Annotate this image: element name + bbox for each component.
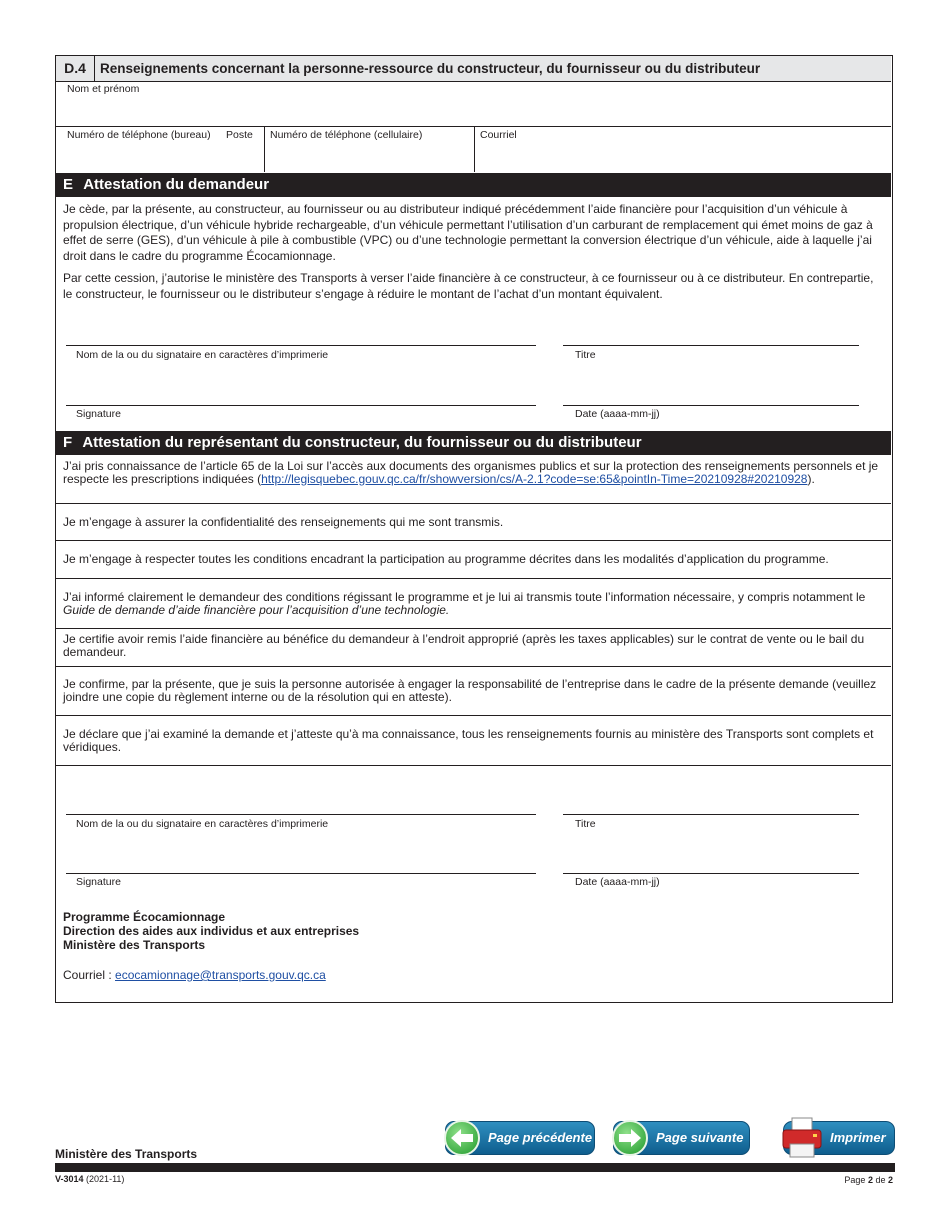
phone-cell-field[interactable] [265, 140, 474, 172]
signature-line[interactable] [66, 873, 536, 874]
statement-1-end: ). [807, 471, 815, 486]
divider [56, 765, 891, 766]
form-code [55, 1174, 124, 1184]
name-field[interactable] [56, 94, 891, 126]
name-field-label: Nom et prénom [67, 83, 140, 95]
law-link[interactable] [261, 472, 807, 486]
statement-1-text: J’ai pris connaissance de l’article 65 de la Loi sur l’accès aux documents des organismes publics et sur la protection des renseignements personnels et je respecte les prescriptions indiquées ( [63, 459, 879, 486]
contact-direction: Direction des aides aux individus et aux entreprises [63, 924, 360, 938]
next-page-button[interactable] [613, 1121, 750, 1155]
section-e-paragraph-2: Par cette cession, j’autorise le ministère des Transports à verser l’aide financière à ce constructeur, à ce fournisseur ou à ce distributeur. En contrepartie, le constructeur, le fournisseur ou le distributeur s’engage à réduire le montant de l’achat d’un montant équivalent. [63, 271, 874, 301]
signatory-name-label: Nom de la ou du signataire en caractères d’imprimerie [76, 818, 329, 830]
page-current: 2 [867, 1175, 873, 1185]
statement-row [56, 628, 891, 667]
law-link-part-1[interactable]: http://legisquebec.gouv.qc.ca/fr/showversion/cs/A-2.1?code=se:65&pointIn- [261, 471, 661, 486]
statement-row [56, 455, 891, 503]
statement-6-text: Je confirme, par la présente, que je suis la personne autorisée à engager la responsabilité de l’entreprise dans le cadre de la présente demande (veuillez joindre une copie du règlement interne ou de la résolution qui en atteste). [63, 677, 877, 704]
footer-ministry: Ministère des Transports [55, 1147, 198, 1161]
date-label: Date (aaaa-mm-jj) [575, 876, 660, 888]
date-line[interactable] [563, 405, 859, 406]
footer-bar [55, 1163, 895, 1172]
left-arrow-icon [444, 1120, 480, 1156]
section-d4-header [56, 56, 891, 82]
title-label: Titre [575, 818, 596, 830]
section-d4-title: Renseignements concernant la personne-ressource du constructeur, du fournisseur ou du distributeur [100, 61, 761, 76]
form-code-date: (2021-11) [86, 1174, 125, 1184]
right-arrow-icon [614, 1122, 646, 1154]
left-arrow-icon [446, 1122, 478, 1154]
statement-7-text: Je déclare que j’ai examiné la demande et j’atteste qu’à ma connaissance, tous les renseignements fournis au ministère des Transports sont complets et véridiques. [63, 727, 874, 754]
form-page [55, 55, 893, 1003]
statement-row [56, 715, 891, 766]
signature-label: Signature [76, 876, 121, 888]
statement-row [56, 578, 891, 629]
page-prefix: Page [844, 1175, 868, 1185]
date-label: Date (aaaa-mm-jj) [575, 408, 660, 420]
next-page-label: Page suivante [656, 1130, 744, 1145]
section-e-paragraph-1: Je cède, par la présente, au constructeur, au fournisseur ou au distributeur indiqué précédemment l’aide financière pour l’acquisition d’un véhicule à propulsion électrique, d’un véhicule hybride rechargeable, d’un véhicule permettant l’utilisation d’un carburant de remplacement qui émet moins de gaz à effet de serre (GES), d’un véhicule à pile à combustible (VPC) ou d’une technologie permettant la conversion électrique d’un véhicule, aide à laquelle j’ai droit dans le cadre du programme Écocamionnage. [63, 202, 873, 263]
section-e-header [56, 173, 891, 197]
title-label: Titre [575, 349, 596, 361]
printer-icon [780, 1116, 826, 1160]
right-arrow-icon [612, 1120, 648, 1156]
statement-text [63, 460, 885, 485]
email-field[interactable] [475, 140, 891, 172]
signature-line[interactable] [66, 405, 536, 406]
print-button[interactable] [783, 1121, 895, 1155]
statement-5-text: Je certifie avoir remis l’aide financière au bénéfice du demandeur à l’endroit approprié (après les taxes applicables) sur le contrat de vente ou le bail du demandeur. [63, 632, 865, 659]
previous-page-button[interactable] [445, 1121, 595, 1155]
contact-block [63, 910, 359, 952]
date-line[interactable] [563, 873, 859, 874]
guide-title: Guide de demande d’aide financière pour l’acquisition d’une technologie. [63, 602, 450, 617]
statement-row [56, 666, 891, 716]
contact-program: Programme Écocamionnage [63, 910, 226, 924]
statement-4-lead: J’ai informé clairement le demandeur des conditions régissant le programme et je lui ai transmis toute l’information nécessaire, y compris notamment le [63, 590, 866, 604]
statement-row [56, 503, 891, 541]
section-d4-code: D.4 [56, 56, 95, 81]
contact-email-line [63, 968, 326, 982]
page-total: 2 [887, 1175, 893, 1185]
phone-cell-label: Numéro de téléphone (cellulaire) [270, 129, 423, 141]
signatory-name-line[interactable] [66, 345, 536, 346]
section-e-letter: E [63, 176, 74, 193]
title-line[interactable] [563, 814, 859, 815]
page-of: de [872, 1175, 888, 1185]
law-link-part-2[interactable]: Time=20210928#20210928 [660, 471, 808, 486]
contact-ministry: Ministère des Transports [63, 938, 206, 952]
phone-office-field[interactable] [56, 140, 264, 172]
contact-email-prefix: Courriel : [63, 968, 116, 982]
extension-label: Poste [226, 129, 253, 141]
section-f-title: Attestation du représentant du constructeur, du fournisseur ou du distributeur [82, 434, 642, 451]
title-line[interactable] [563, 345, 859, 346]
previous-page-label: Page précédente [488, 1130, 593, 1145]
print-label: Imprimer [830, 1130, 886, 1145]
section-f-letter: F [63, 434, 73, 451]
statement-2-text: Je m’engage à assurer la confidentialité des renseignements qui me sont transmis. [63, 515, 504, 529]
contact-email-link[interactable]: ecocamionnage@transports.gouv.qc.ca [115, 968, 326, 982]
form-code-number: V-3014 [55, 1174, 84, 1184]
section-e-title: Attestation du demandeur [83, 176, 270, 193]
email-label: Courriel [480, 129, 517, 141]
statement-row [56, 540, 891, 579]
signatory-name-label: Nom de la ou du signataire en caractères d’imprimerie [76, 349, 329, 361]
phone-office-label: Numéro de téléphone (bureau) [67, 129, 211, 141]
signatory-name-line[interactable] [66, 814, 536, 815]
statement-4-text [63, 591, 885, 616]
page-number [844, 1175, 893, 1185]
section-f-header [56, 431, 891, 455]
statement-3-text: Je m’engage à respecter toutes les conditions encadrant la participation au programme décrites dans les modalités d’application du programme. [63, 552, 829, 566]
signature-label: Signature [76, 408, 121, 420]
